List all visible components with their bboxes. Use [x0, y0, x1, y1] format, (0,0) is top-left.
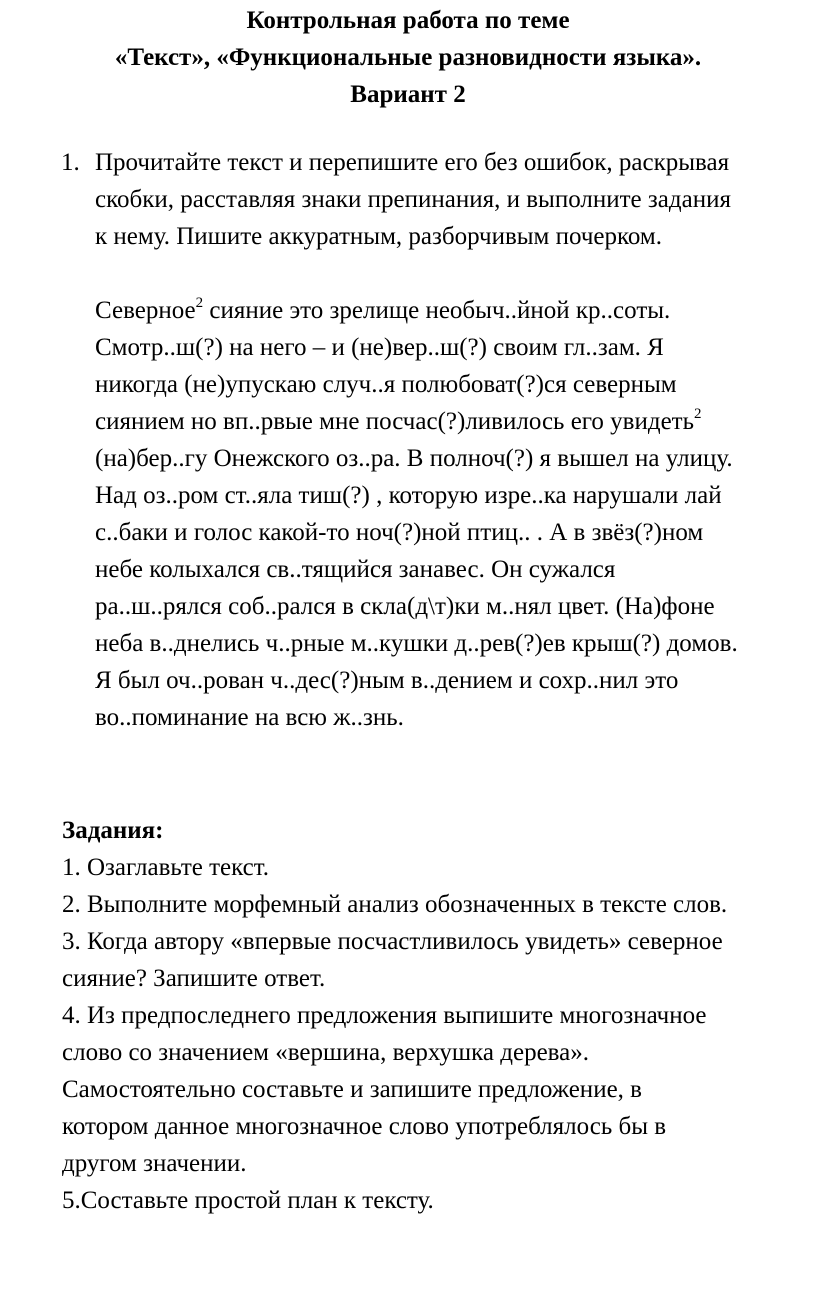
passage-line: неба в..днелись ч..рные м..кушки д..рев(?)ев крыш(?) домов.: [95, 630, 738, 657]
instruction-line: скобки, расставляя знаки препинания, и выполните задания: [95, 186, 731, 213]
passage-line: небе колыхался св..тящийся занавес. Он сужался: [95, 556, 616, 583]
passage-line: с..баки и голос какой-то ноч(?)ной птиц.. . А в звёз(?)ном: [95, 519, 704, 546]
passage-line: ра..ш..рялся соб..рался в скла(д\т)ки м..нял цвет. (На)фоне: [95, 593, 715, 620]
task-line: другом значении.: [62, 1150, 247, 1177]
dictation-passage: [95, 292, 738, 736]
passage-line: [95, 403, 738, 440]
instruction-line: Прочитайте текст и перепишите его без ошибок, раскрывая: [95, 149, 730, 176]
morpheme-mark: 2: [195, 294, 204, 311]
title-line-1: Контрольная работа по теме: [246, 7, 570, 34]
document-title: [0, 2, 816, 113]
task-line: 5.Составьте простой план к тексту.: [62, 1187, 434, 1214]
tasks-heading: Задания:: [62, 817, 164, 844]
task-line: Самостоятельно составьте и запишите предложение, в: [62, 1076, 642, 1103]
passage-word-marked: Северное: [95, 297, 196, 324]
passage-text: сиянием но вп..рвые мне посчас(?)ливилось его увидеть: [95, 408, 694, 435]
title-line-3: Вариант 2: [350, 81, 466, 108]
task-line: сияние? Запишите ответ.: [62, 965, 326, 992]
passage-line: (на)бер..гу Онежского оз..ра. В полноч(?) я вышел на улицу.: [95, 445, 733, 472]
task-line: котором данное многозначное слово употреблялось бы в: [62, 1113, 667, 1140]
passage-line: Смотр..ш(?) на него – и (не)вер..ш(?) своим гл..зам. Я: [95, 334, 664, 361]
passage-text: сияние это зрелище необыч..йной кр..соты.: [203, 297, 671, 324]
passage-line: во..поминание на всю ж..знь.: [95, 704, 404, 731]
passage-line: Над оз..ром ст..яла тиш(?) , которую изре..ка нарушали лай: [95, 482, 722, 509]
morpheme-mark: 2: [694, 405, 702, 422]
tasks-section: [62, 812, 727, 1219]
task-line: 4. Из предпоследнего предложения выпишите многозначное: [62, 1002, 707, 1029]
passage-line: никогда (не)упускаю случ..я полюбоват(?)ся северным: [95, 371, 677, 398]
task-1-number: 1.: [61, 149, 80, 176]
passage-line: Я был оч..рован ч..дес(?)ным в..дением и сохр..нил это: [95, 667, 679, 694]
task-line: слово со значением «вершина, верхушка дерева».: [62, 1039, 590, 1066]
instruction-line: к нему. Пишите аккуратным, разборчивым почерком.: [95, 223, 662, 250]
title-line-2: «Текст», «Функциональные разновидности языка».: [114, 44, 702, 71]
passage-line: [95, 292, 738, 329]
task-line: 2. Выполните морфемный анализ обозначенных в тексте слов.: [62, 891, 728, 918]
task-line: 1. Озаглавьте текст.: [62, 854, 270, 881]
task-line: 3. Когда автору «впервые посчастливилось увидеть» северное: [62, 928, 723, 955]
